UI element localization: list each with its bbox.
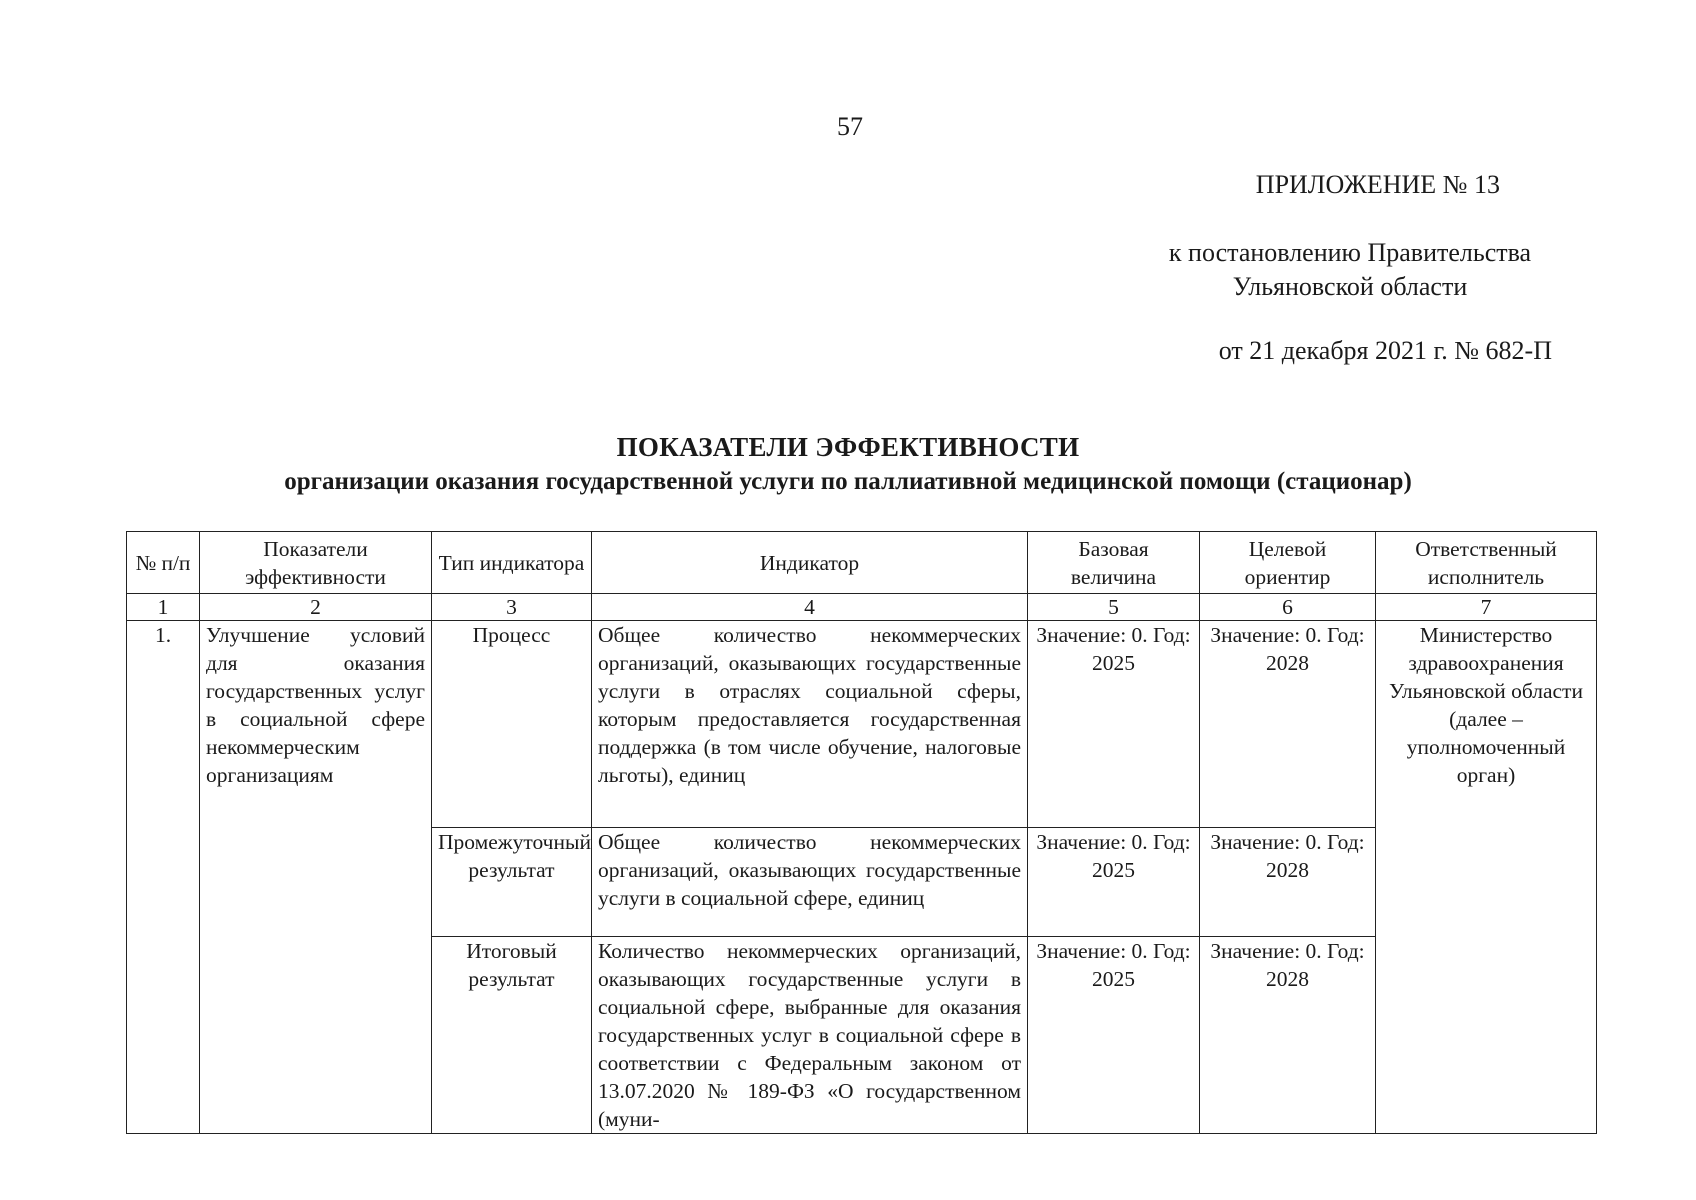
indicators-table	[126, 531, 1597, 1134]
header-indicators: Показатели эффективности	[200, 532, 432, 594]
header-target: Целевой ориентир	[1200, 532, 1376, 594]
target-value: Значение: 0. Год: 2028	[1200, 937, 1376, 1134]
decree-date: от 21 декабря 2021 г. № 682-П	[1218, 336, 1552, 365]
column-number: 7	[1376, 594, 1597, 621]
indicator-group: Улучшение условий для оказания государственных услуг в социальной сфере некоммерческим организациям	[200, 621, 432, 1134]
indicator-text: Количество некоммерческих организаций, оказывающих государственные услуги в социальной сфере, выбранные для оказания государственных услуг в социальной сфере в соответствии с Федеральным законом от 13.07.2020 № 189-ФЗ «О государственном (муни-	[592, 937, 1028, 1134]
target-value: Значение: 0. Год: 2028	[1200, 621, 1376, 828]
header-indicator-type: Тип индикатора	[432, 532, 592, 594]
column-number-row	[127, 594, 1597, 621]
decree-line-2: Ульяновской области	[1232, 272, 1468, 301]
header-responsible: Ответственный исполнитель	[1376, 532, 1597, 594]
column-number: 4	[592, 594, 1028, 621]
base-value: Значение: 0. Год: 2025	[1028, 828, 1200, 937]
appendix-label: ПРИЛОЖЕНИЕ № 13	[1255, 170, 1500, 199]
decree-reference	[1100, 236, 1600, 304]
column-number: 6	[1200, 594, 1376, 621]
column-number: 3	[432, 594, 592, 621]
column-number: 5	[1028, 594, 1200, 621]
indicator-type: Промежуточный результат	[432, 828, 592, 937]
header-base-value: Базовая величина	[1028, 532, 1200, 594]
table-header-row	[127, 532, 1597, 594]
row-number: 1.	[127, 621, 200, 1134]
indicator-text: Общее количество некоммерческих организаций, оказывающих государственные услуги в социальной сфере, единиц	[592, 828, 1028, 937]
indicator-text: Общее количество некоммерческих организаций, оказывающих государственные услуги в отраслях социальной сферы, которым предоставляется государственная поддержка (в том числе обучение, налоговые льготы), единиц	[592, 621, 1028, 828]
base-value: Значение: 0. Год: 2025	[1028, 621, 1200, 828]
table-row	[127, 621, 1597, 828]
indicator-type: Итоговый результат	[432, 937, 592, 1134]
target-value: Значение: 0. Год: 2028	[1200, 828, 1376, 937]
indicator-type: Процесс	[432, 621, 592, 828]
page-number: 57	[837, 112, 863, 141]
decree-line-1: к постановлению Правительства	[1168, 238, 1532, 267]
responsible-executor: Министерство здравоохранения Ульяновской области (далее – уполномоченный орган)	[1376, 621, 1597, 1134]
document-title: ПОКАЗАТЕЛИ ЭФФЕКТИВНОСТИ	[616, 432, 1080, 462]
header-number: № п/п	[127, 532, 200, 594]
header-indicator: Индикатор	[592, 532, 1028, 594]
base-value: Значение: 0. Год: 2025	[1028, 937, 1200, 1134]
document-subtitle: организации оказания государственной услуги по паллиативной медицинской помощи (стационар)	[284, 468, 1412, 495]
column-number: 1	[127, 594, 200, 621]
column-number: 2	[200, 594, 432, 621]
